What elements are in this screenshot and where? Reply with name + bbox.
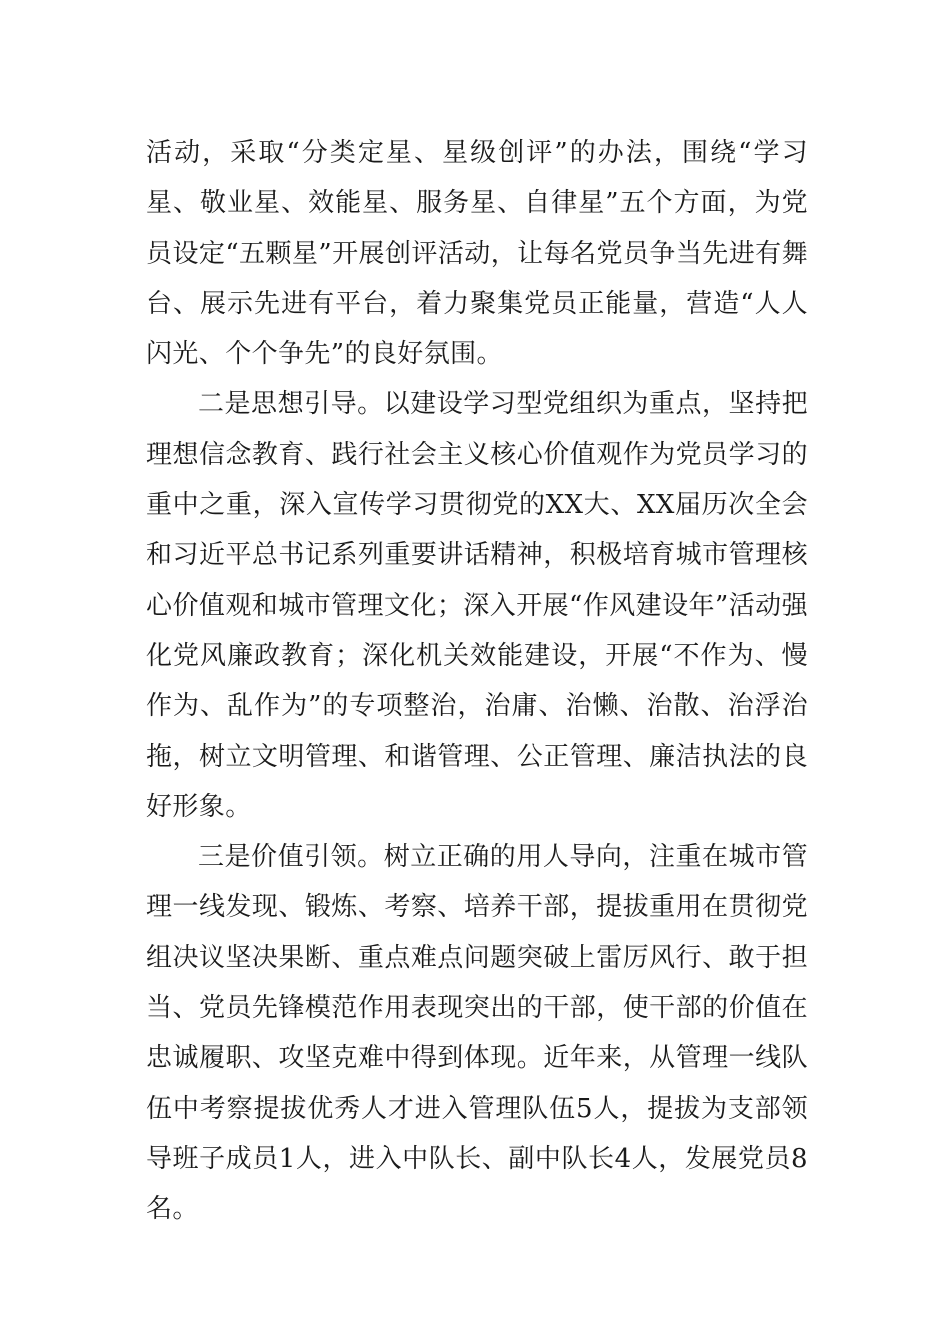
- paragraph-2: 二是思想引导。以建设学习型党组织为重点，坚持把理想信念教育、践行社会主义核心价值观作为党员学习的重中之重，深入宣传学习贯彻党的XX大、XX届历次全会和习近平总书记系列重要讲话精神，积极培育城市管理核心价值观和城市管理文化；深入开展“作风建设年”活动强化党风廉政教育；深化机关效能建设，开展“不作为、慢作为、乱作为”的专项整治，治庸、治懒、治散、治浮治拖，树立文明管理、和谐管理、公正管理、廉洁执法的良好形象。: [146, 389, 808, 822]
- paragraph-3: 三是价值引领。树立正确的用人导向，注重在城市管理一线发现、锻炼、考察、培养干部，提拔重用在贯彻党组决议坚决果断、重点难点问题突破上雷厉风行、敢于担当、党员先锋模范作用表现突出的干部，使干部的价值在忠诚履职、攻坚克难中得到体现。近年来，从管理一线队伍中考察提拔优秀人才进入管理队伍5人，提拔为支部领导班子成员1人，进入中队长、副中队长4人，发展党员8名。: [146, 842, 808, 1225]
- document-body: [146, 128, 808, 1235]
- paragraph-1: 活动，采取“分类定星、星级创评”的办法，围绕“学习星、敬业星、效能星、服务星、自律星”五个方面，为党员设定“五颗星”开展创评活动，让每名党员争当先进有舞台、展示先进有平台，着力聚集党员正能量，营造“人人闪光、个个争先”的良好氛围。: [146, 138, 808, 370]
